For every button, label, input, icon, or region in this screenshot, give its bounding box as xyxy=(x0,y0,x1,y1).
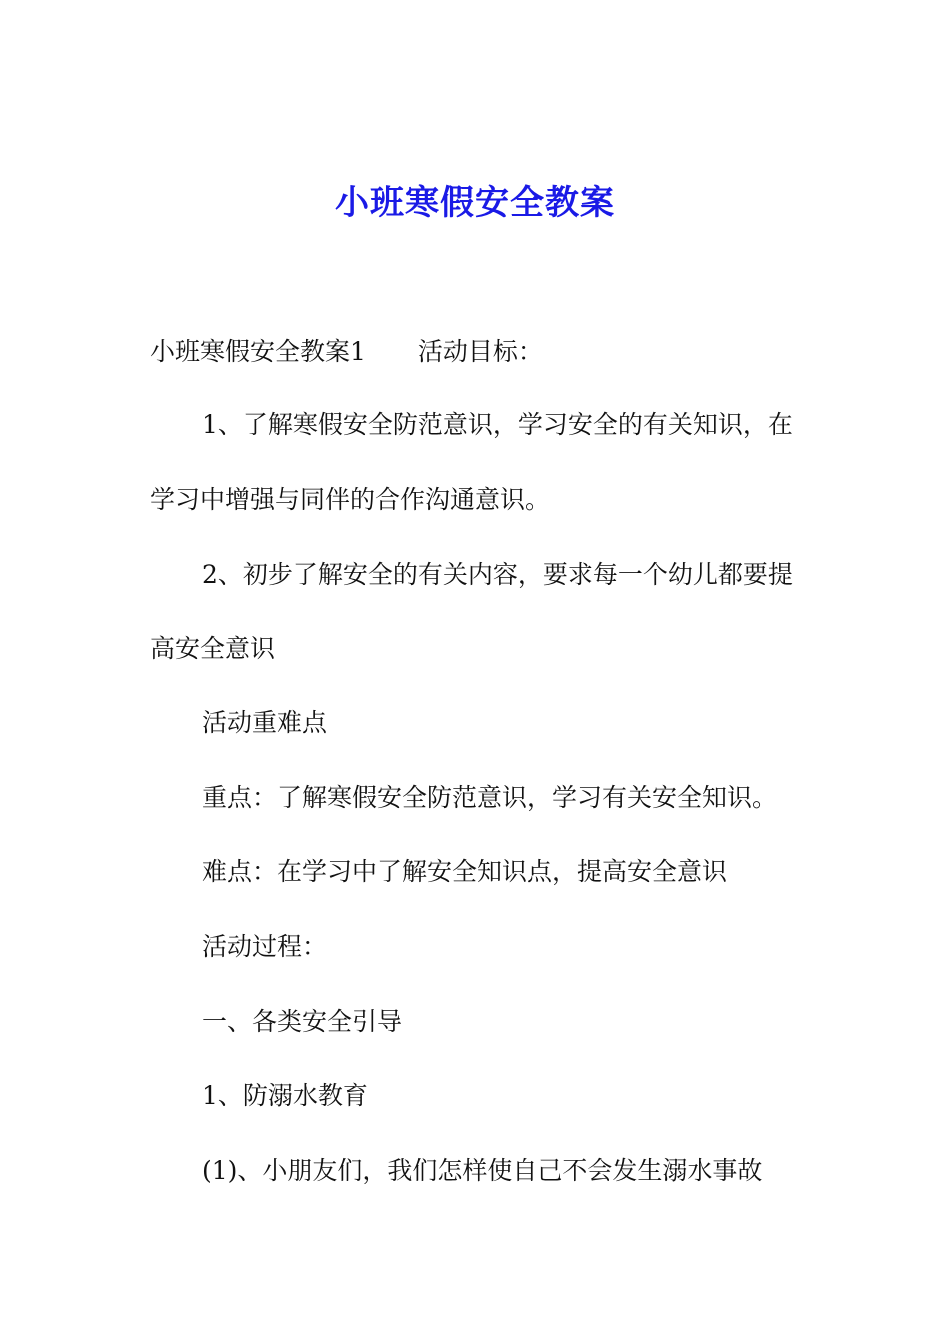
section-heading: 1、防溺水教育 xyxy=(202,1081,368,1110)
paragraph-line: 2、初步了解安全的有关内容，要求每一个幼儿都要提 xyxy=(202,560,793,589)
section-heading: 活动过程： xyxy=(202,932,328,961)
paragraph-heading-line xyxy=(150,334,543,370)
paragraph-line: 难点：在学习中了解安全知识点，提高安全意识 xyxy=(202,857,728,886)
paragraph-line: 高安全意识 xyxy=(150,634,276,663)
paragraph-line: (1)、小朋友们，我们怎样使自己不会发生溺水事故 xyxy=(202,1156,763,1185)
section-heading: 一、各类安全引导 xyxy=(202,1007,403,1036)
paragraph-line: 重点：了解寒假安全防范意识，学习有关安全知识。 xyxy=(202,783,778,812)
paragraph-line: 学习中增强与同伴的合作沟通意识。 xyxy=(150,485,551,514)
paragraph-line: 1、了解寒假安全防范意识，学习安全的有关知识，在 xyxy=(202,410,793,439)
document-title: 小班寒假安全教案 xyxy=(335,183,615,223)
activity-goals-label: 活动目标： xyxy=(417,337,543,366)
lesson-plan-number: 小班寒假安全教案1 xyxy=(150,337,366,366)
section-heading: 活动重难点 xyxy=(202,708,328,737)
